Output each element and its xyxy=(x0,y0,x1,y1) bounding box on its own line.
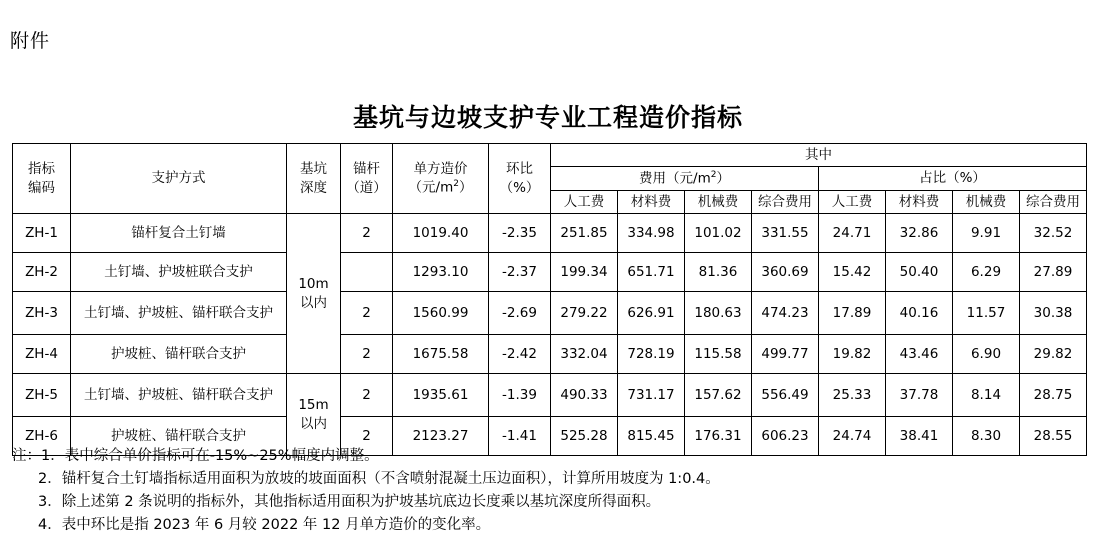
cell-fee-machine: 115.58 xyxy=(685,335,752,374)
header-depth-line2: 深度 xyxy=(300,179,327,196)
note-line-4 xyxy=(12,514,1084,537)
cell-share-material: 37.78 xyxy=(886,374,953,417)
cell-fee-material: 651.71 xyxy=(618,253,685,292)
header-fee-labor: 人工费 xyxy=(551,190,618,213)
cell-fee-labor: 490.33 xyxy=(551,374,618,417)
note-line-1 xyxy=(12,445,1084,468)
cell-fee-labor: 251.85 xyxy=(551,214,618,253)
cell-ratio: -2.37 xyxy=(489,253,551,292)
cell-anchor: 2 xyxy=(341,292,393,335)
header-depth xyxy=(287,144,341,214)
depth-group-line2: 以内 xyxy=(300,294,327,311)
cell-share-machine: 8.14 xyxy=(953,374,1020,417)
header-anchor-line1: 锚杆 xyxy=(353,161,380,178)
cost-indicator-table xyxy=(12,143,1087,456)
header-share-labor: 人工费 xyxy=(819,190,886,213)
cell-method: 护坡桩、锚杆联合支护 xyxy=(71,335,287,374)
notes-prefix: 注： xyxy=(12,448,41,464)
cell-anchor xyxy=(341,253,393,292)
header-share-machine: 机械费 xyxy=(953,190,1020,213)
cell-share-material: 40.16 xyxy=(886,292,953,335)
cell-method: 锚杆复合土钉墙 xyxy=(71,214,287,253)
page-title: 基坑与边坡支护专业工程造价指标 xyxy=(352,103,743,132)
header-unit-price xyxy=(393,144,489,214)
cell-share-machine: 6.90 xyxy=(953,335,1020,374)
cell-ratio: -2.69 xyxy=(489,292,551,335)
header-fee-comprehensive: 综合费用 xyxy=(752,190,819,213)
cell-share-machine: 11.57 xyxy=(953,292,1020,335)
cell-share-comprehensive: 32.52 xyxy=(1020,214,1087,253)
note-item-3: 3．除上述第 2 条说明的指标外，其他指标适用面积为护坡基坑底边长度乘以基坑深度所得面积。 xyxy=(38,493,661,510)
depth-group-line1: 15m xyxy=(298,397,329,414)
cell-anchor: 2 xyxy=(341,214,393,253)
table-row xyxy=(13,253,1087,292)
cell-code: ZH-3 xyxy=(13,292,71,335)
note-item-4: 4．表中环比是指 2023 年 6 月较 2022 年 12 月单方造价的变化率。 xyxy=(38,516,491,533)
cell-unit-price: 1675.58 xyxy=(393,335,489,374)
cell-code: ZH-4 xyxy=(13,335,71,374)
header-ratio-line1: 环比 xyxy=(506,161,533,178)
header-among-which: 其中 xyxy=(551,144,1087,167)
cell-fee-machine: 180.63 xyxy=(685,292,752,335)
note-item-1: 1．表中综合单价指标可在-15%~25%幅度内调整。 xyxy=(41,448,379,464)
note-item-2: 2．锚杆复合土钉墙指标适用面积为放坡的坡面面积（不含喷射混凝土压边面积），计算所用坡度为 1:0.4。 xyxy=(38,470,720,487)
table-row xyxy=(13,374,1087,417)
cell-fee-comprehensive: 606.23 xyxy=(752,417,819,456)
cell-share-labor: 24.71 xyxy=(819,214,886,253)
header-share-group: 占比（%） xyxy=(819,167,1087,191)
cell-fee-comprehensive: 474.23 xyxy=(752,292,819,335)
header-code xyxy=(13,144,71,214)
table-row xyxy=(13,214,1087,253)
depth-group-line2: 以内 xyxy=(300,415,327,432)
cell-unit-price: 1560.99 xyxy=(393,292,489,335)
cell-share-material: 32.86 xyxy=(886,214,953,253)
cell-fee-machine: 176.31 xyxy=(685,417,752,456)
cell-anchor: 2 xyxy=(341,374,393,417)
cell-method: 土钉墙、护坡桩联合支护 xyxy=(71,253,287,292)
cell-share-machine: 9.91 xyxy=(953,214,1020,253)
attachment-label: 附件 xyxy=(10,30,51,52)
header-code-line2: 编码 xyxy=(28,179,55,196)
header-method: 支护方式 xyxy=(71,144,287,214)
cell-code: ZH-2 xyxy=(13,253,71,292)
cell-share-labor: 17.89 xyxy=(819,292,886,335)
cell-anchor: 2 xyxy=(341,417,393,456)
table-row xyxy=(13,335,1087,374)
cell-share-material: 43.46 xyxy=(886,335,953,374)
header-unit-price-superscript: 2 xyxy=(453,179,459,190)
cell-share-comprehensive: 29.82 xyxy=(1020,335,1087,374)
cell-share-comprehensive: 30.38 xyxy=(1020,292,1087,335)
cell-share-labor: 15.42 xyxy=(819,253,886,292)
cell-fee-labor: 332.04 xyxy=(551,335,618,374)
header-fee-machine: 机械费 xyxy=(685,190,752,213)
header-anchor xyxy=(341,144,393,214)
cell-fee-machine: 81.36 xyxy=(685,253,752,292)
header-share-material: 材料费 xyxy=(886,190,953,213)
cell-method: 土钉墙、护坡桩、锚杆联合支护 xyxy=(71,374,287,417)
header-fee-group-line1: 费用（元/m xyxy=(639,170,711,187)
cell-fee-comprehensive: 556.49 xyxy=(752,374,819,417)
cell-share-comprehensive: 28.75 xyxy=(1020,374,1087,417)
cell-fee-comprehensive: 499.77 xyxy=(752,335,819,374)
header-unit-price-line2: （元/m xyxy=(408,179,454,196)
cell-depth-group-10m xyxy=(287,214,341,374)
header-fee-material: 材料费 xyxy=(618,190,685,213)
table-header-row-1 xyxy=(13,144,1087,167)
header-fee-group xyxy=(551,167,819,191)
depth-group-line1: 10m xyxy=(298,276,329,293)
notes-section xyxy=(12,445,1084,537)
cell-share-labor: 19.82 xyxy=(819,335,886,374)
cell-unit-price: 1293.10 xyxy=(393,253,489,292)
cell-fee-material: 728.19 xyxy=(618,335,685,374)
cell-share-material: 50.40 xyxy=(886,253,953,292)
cell-ratio: -2.35 xyxy=(489,214,551,253)
cell-fee-comprehensive: 331.55 xyxy=(752,214,819,253)
header-depth-line1: 基坑 xyxy=(300,161,327,178)
cell-method: 土钉墙、护坡桩、锚杆联合支护 xyxy=(71,292,287,335)
cell-fee-comprehensive: 360.69 xyxy=(752,253,819,292)
note-line-3 xyxy=(12,491,1084,514)
cell-fee-machine: 157.62 xyxy=(685,374,752,417)
cell-code: ZH-6 xyxy=(13,417,71,456)
cell-ratio: -1.39 xyxy=(489,374,551,417)
cell-code: ZH-1 xyxy=(13,214,71,253)
cell-fee-material: 815.45 xyxy=(618,417,685,456)
header-ratio xyxy=(489,144,551,214)
cell-fee-material: 731.17 xyxy=(618,374,685,417)
header-anchor-line2: （道） xyxy=(346,179,387,196)
cell-anchor: 2 xyxy=(341,335,393,374)
cell-ratio: -1.41 xyxy=(489,417,551,456)
cell-share-labor: 25.33 xyxy=(819,374,886,417)
cell-fee-labor: 525.28 xyxy=(551,417,618,456)
cell-share-machine: 8.30 xyxy=(953,417,1020,456)
cell-fee-labor: 279.22 xyxy=(551,292,618,335)
cell-share-material: 38.41 xyxy=(886,417,953,456)
cell-method: 护坡桩、锚杆联合支护 xyxy=(71,417,287,456)
cell-share-machine: 6.29 xyxy=(953,253,1020,292)
cell-fee-machine: 101.02 xyxy=(685,214,752,253)
cell-unit-price: 1019.40 xyxy=(393,214,489,253)
header-unit-price-line1: 单方造价 xyxy=(413,161,468,178)
header-code-line1: 指标 xyxy=(28,161,55,178)
cell-unit-price: 1935.61 xyxy=(393,374,489,417)
header-fee-group-line1-end: ） xyxy=(716,170,730,187)
cell-share-comprehensive: 27.89 xyxy=(1020,253,1087,292)
cell-share-labor: 24.74 xyxy=(819,417,886,456)
cell-ratio: -2.42 xyxy=(489,335,551,374)
cell-fee-material: 626.91 xyxy=(618,292,685,335)
header-share-comprehensive: 综合费用 xyxy=(1020,190,1087,213)
header-ratio-line2: （%） xyxy=(499,179,540,196)
note-line-2 xyxy=(12,468,1084,491)
table-row xyxy=(13,292,1087,335)
cell-depth-group-15m xyxy=(287,374,341,456)
cell-unit-price: 2123.27 xyxy=(393,417,489,456)
cell-code: ZH-5 xyxy=(13,374,71,417)
cell-fee-material: 334.98 xyxy=(618,214,685,253)
cell-fee-labor: 199.34 xyxy=(551,253,618,292)
header-unit-price-line2-end: ） xyxy=(458,179,473,196)
header-fee-group-superscript: 2 xyxy=(710,170,717,181)
cell-share-comprehensive: 28.55 xyxy=(1020,417,1087,456)
